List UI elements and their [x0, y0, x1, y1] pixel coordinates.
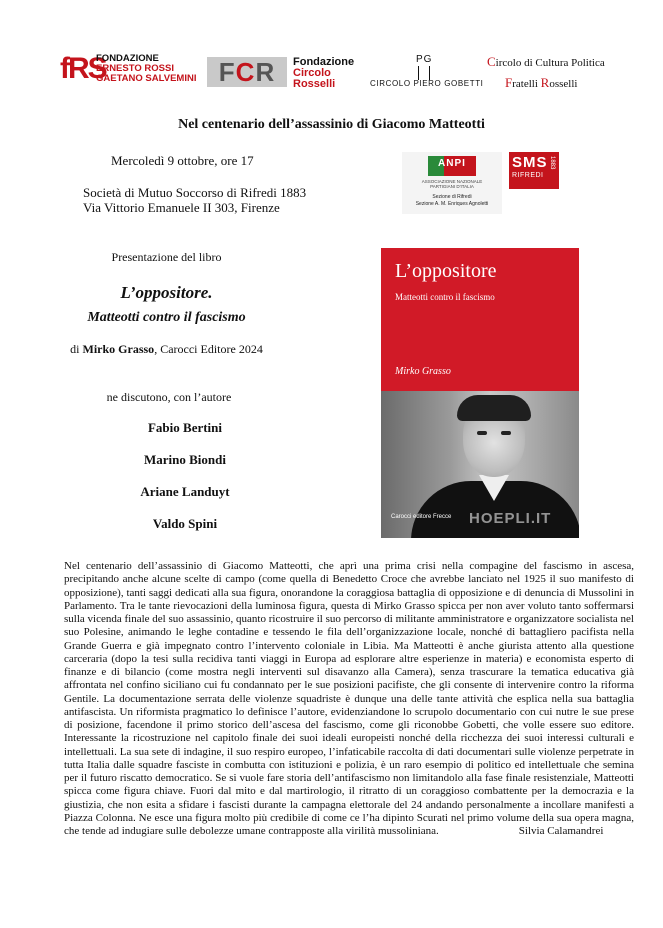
frs-line-2: ERNESTO ROSSI: [96, 63, 174, 74]
book-cover: [381, 248, 579, 538]
portrait-eye-right: [501, 431, 511, 435]
frs-text: [96, 54, 196, 84]
anpi-subtitle: [402, 179, 502, 189]
event-venue: [83, 185, 306, 215]
pg-mark: PG: [416, 54, 433, 65]
speaker-2: Marino Biondi: [144, 452, 226, 467]
cover-author: Mirko Grasso: [395, 366, 451, 377]
event-date: Mercoledì 9 ottobre, ore 17: [111, 153, 254, 168]
circolo-text-1: ircolo di Cultura Politica: [495, 57, 605, 69]
book-title: L’oppositore.: [120, 283, 213, 302]
author-name: Mirko Grasso: [82, 342, 155, 356]
frs-mark: fRS: [60, 52, 106, 85]
cover-subtitle: Matteotti contro il fascismo: [395, 292, 495, 302]
pg-bars-icon: [418, 66, 430, 80]
fcr-mark-r: R: [255, 57, 276, 87]
circolo-piero-gobetti-logo: [368, 54, 484, 90]
author-prefix: di: [70, 342, 83, 356]
speaker-1: Fabio Bertini: [147, 420, 223, 435]
author-line: [0, 342, 333, 357]
venue-line-2: Via Vittorio Emanuele II 303, Firenze: [83, 200, 280, 215]
frs-line-1: FONDAZIONE: [96, 53, 159, 64]
sms-title: SMS: [512, 154, 548, 171]
presentation-label: Presentazione del libro: [111, 250, 222, 264]
anpi-title: ANPI: [438, 158, 466, 169]
book-subtitle: Matteotti contro il fascismo: [87, 310, 246, 325]
venue-line-1: Società di Mutuo Soccorso di Rifredi 1883: [83, 185, 307, 200]
circolo-line-2: [487, 73, 617, 94]
portrait-eye-left: [477, 431, 487, 435]
circolo-line-1: [487, 52, 617, 73]
sms-rifredi-logo: [509, 152, 559, 189]
circolo-cap-r: R: [540, 75, 550, 90]
anpi-logo: [402, 152, 502, 214]
article-body: [64, 560, 634, 838]
circolo-text-2a: ratelli: [512, 78, 541, 90]
pg-label: CIRCOLO PIERO GOBETTI: [370, 79, 484, 88]
sms-year: 1883: [549, 156, 555, 170]
anpi-sections: [402, 194, 502, 208]
event-title: Nel centenario dell’assassinio di Giacomo Matteotti: [178, 117, 485, 132]
fcr-mark-f: F: [218, 57, 236, 87]
publisher: , Carocci Editore 2024: [154, 342, 263, 356]
anpi-sez-1: Sezione di Rifredi: [432, 194, 472, 200]
fcr-text: [293, 57, 354, 90]
frs-line-3: GAETANO SALVEMINI: [96, 73, 197, 84]
cover-title: L’oppositore: [395, 260, 497, 282]
cover-publisher: Carocci editore Frecce: [391, 514, 452, 520]
cover-watermark: HOEPLI.IT: [469, 510, 552, 527]
fcr-line-3: Rosselli: [293, 78, 336, 90]
speaker-3: Ariane Landuyt: [140, 484, 230, 499]
circolo-cap-f: F: [505, 75, 513, 90]
fcr-mark: [207, 57, 287, 87]
anpi-sub-1: ASSOCIAZIONE NAZIONALE: [421, 179, 483, 184]
circolo-cap-c: C: [487, 54, 496, 69]
speaker-4: Valdo Spini: [152, 516, 218, 531]
circolo-fratelli-rosselli-logo: [487, 52, 617, 92]
article-signature: Silvia Calamandrei: [518, 825, 604, 837]
portrait-hair: [457, 395, 531, 421]
anpi-sez-2: Sezione A. M. Enriques Agnoletti: [415, 201, 489, 207]
fcr-line-1: Fondazione: [293, 56, 355, 68]
article-text: Nel centenario dell’assassinio di Giacomo Matteotti, che aprì una prima crisi nella compagine del fascismo in ascesa, precipitando anche alcune scelte di campo (come quella di Benedetto Croce che avrebbe lanciato nel 1925 il suo manifesto di opposizione), tanti saggi dedicati alla sua figura, onorandone la coraggiosa battaglia di opposizione e di denuncia di Mussolini in Parlamento. Tra le tante rievocazioni della luminosa figura, questa di Mirko Grasso spicca per non aver voluto tanto soffermarsi sulla vicenda finale del suo assassinio, quanto ricostruire il suo percorso di militante amministratore e organizzatore socialista nel suo Polesine, animando le leghe contadine e tessendo le fila dell’organizzazione locale, nonché di battagliero pacifista nella Grande Guerra e già impegnato contro l’intervento coloniale in Libia. Ma Matteotti è anche giurista attento alla questione carceraria (dopo la tesi sulla recidiva tanti viaggi in Europa ad esplorare altre esperienze in materia) e economista esperto di finanze e di bilancio (come mostra negli interventi sul disavanzo alla Camera), senza trascurare la tematica educativa già affrontata nel confino siciliano cui fu condannato per le sue posizioni pacifiste, che gli consente di intervenire contro la riforma Gentile. La documentazione serrata delle violenze squadriste è dunque una delle tante attività che esplica nella sua battaglia antifascista. Un riformista pragmatico lo definisce l’autore, evidenziandone lo scrupolo documentario con cui nutre le sue prese di posizione, facendone il primo storico dell’ascesa del fascismo, come gli riconobbe Gobetti, che volle essere suo editore. Interessante la ricostruzione nel capitolo finale dei suoi ideali europeisti nonché della ricchezza dei suoi interessi culturali e intellettuali. La sua sete di indagine, il suo respiro europeo, l’infaticabile raccolta di dati documentari sulle violenze perpetrate in tutta Italia dalle squadre fasciste in combutta con istituzioni e polizia, è un raro esempio di politico ed intellettuale che semina per il futuro riscatto democratico. Se si vuole fare storia dell’antifascismo non limitandolo alla fase finale resistenziale, Matteotti spicca come figura chiave. Fuori dal mito e dal martirologio, il ritratto di un coraggioso combattente per la democrazia e la giustizia, che non esita a sfidare i fascisti durante la campagna elettorale del 24 andando personalmente a incollare manifesti a Piazza Colonna. Ne esce una figura molto più credibile di come ce l’ha dipinto Scurati nel primo volume della sua opera magna, che tende ad indugiare sulle debolezze umane contrapposte alla virilità mussoliniana.: [64, 560, 634, 837]
fondazione-rossi-salvemini-logo: [60, 50, 197, 90]
circolo-text-2b: osselli: [549, 78, 578, 90]
anpi-sub-2: PARTIGIANI D'ITALIA: [430, 184, 474, 189]
fondazione-circolo-rosselli-logo: [207, 53, 367, 91]
discussion-intro: ne discutono, con l’autore: [106, 390, 232, 404]
sms-place: RIFREDI: [512, 172, 544, 179]
fcr-line-2: Circolo: [293, 67, 331, 79]
fcr-mark-c: C: [235, 57, 256, 87]
